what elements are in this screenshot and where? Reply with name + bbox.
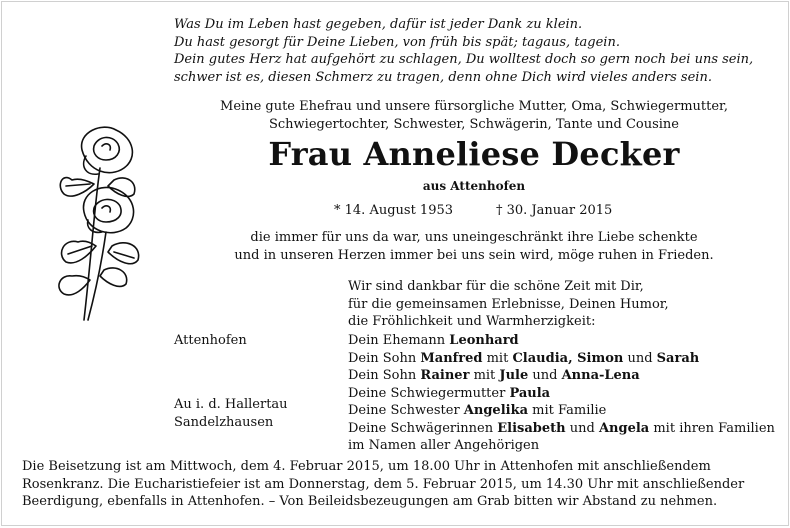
family-list bbox=[348, 332, 788, 455]
funeral-line: Rosenkranz. Die Eucharistiefeier ist am Donnerstag, dem 5. Februar 2015, um 14.30 Uhr mit anschließender bbox=[22, 476, 745, 492]
rose-icon bbox=[42, 120, 152, 325]
family-husband bbox=[348, 332, 788, 350]
family-sister bbox=[348, 402, 788, 420]
relative-name: Claudia, Simon bbox=[512, 350, 624, 366]
origin: aus Attenhofen bbox=[422, 179, 526, 193]
relation-label: Dein Sohn bbox=[348, 350, 421, 366]
relative-name: Jule bbox=[499, 368, 529, 383]
relation-label: Dein Ehemann bbox=[348, 333, 450, 348]
connector: mit bbox=[469, 368, 500, 383]
poem-line: Was Du im Leben hast gegeben, dafür ist jeder Dank zu klein. bbox=[174, 17, 583, 32]
relative-name: Rainer bbox=[420, 368, 470, 383]
relative-name: Angelika bbox=[463, 403, 529, 418]
poem-line: Dein gutes Herz hat aufgehört zu schlagen, Du wolltest doch so gern noch bei uns sein, bbox=[174, 52, 754, 67]
tribute-line: und in unseren Herzen immer bei uns sein wird, möge ruhen in Frieden. bbox=[234, 247, 714, 263]
connector: und bbox=[528, 368, 562, 383]
funeral-info bbox=[22, 458, 774, 511]
connector: mit Familie bbox=[528, 403, 607, 418]
relative-name: Anna-Lena bbox=[561, 368, 640, 383]
intro-text bbox=[174, 98, 774, 133]
relation-label: Dein Sohn bbox=[348, 368, 421, 383]
relative-name: Manfred bbox=[420, 350, 483, 366]
place-hallertau: Au i. d. Hallertau bbox=[174, 397, 288, 412]
family-son-rainer bbox=[348, 367, 788, 385]
family-sisters-in-law bbox=[348, 420, 788, 438]
relation-label: Deine Schwägerinnen bbox=[348, 420, 498, 436]
relation-label: Deine Schwiegermutter bbox=[348, 385, 510, 401]
connector: mit bbox=[482, 350, 513, 366]
death-date: † 30. Januar 2015 bbox=[496, 203, 613, 218]
connector: und bbox=[565, 420, 599, 436]
place-sandelzhausen: Sandelzhausen bbox=[174, 414, 274, 430]
connector: mit ihren Familien bbox=[649, 420, 775, 436]
family-others: im Namen aller Angehörigen bbox=[348, 438, 540, 453]
birth-date: * 14. August 1953 bbox=[334, 203, 454, 218]
intro-line: Schwiegertochter, Schwester, Schwägerin, Tante und Cousine bbox=[269, 116, 679, 132]
family-son-manfred bbox=[348, 350, 788, 368]
place-attenhofen: Attenhofen bbox=[174, 333, 247, 348]
poem-line: schwer ist es, diesen Schmerz zu tragen, denn ohne Dich wird vieles anders sein. bbox=[174, 69, 712, 85]
connector: und bbox=[623, 350, 657, 366]
thanks-line: Wir sind dankbar für die schöne Zeit mit Dir, bbox=[348, 279, 644, 294]
funeral-line: Die Beisetzung ist am Mittwoch, dem 4. Februar 2015, um 18.00 Uhr in Attenhofen mit anschließendem bbox=[22, 459, 711, 474]
thanks-line: für die gemeinsamen Erlebnisse, Deinen Humor, bbox=[348, 296, 669, 312]
thanks-line: die Fröhlichkeit und Warmherzigkeit: bbox=[348, 314, 596, 329]
family-mother-in-law bbox=[348, 385, 788, 403]
intro-line: Meine gute Ehefrau und unsere fürsorgliche Mutter, Oma, Schwiegermutter, bbox=[220, 99, 728, 114]
relative-name: Elisabeth bbox=[497, 420, 566, 436]
poem bbox=[174, 16, 774, 86]
poem-line: Du hast gesorgt für Deine Lieben, von früh bis spät; tagaus, tagein. bbox=[174, 34, 620, 50]
relative-name: Paula bbox=[509, 385, 551, 401]
tribute-text bbox=[174, 229, 774, 264]
deceased-name: Frau Anneliese Decker bbox=[268, 135, 680, 173]
thanks-text bbox=[348, 278, 778, 331]
relative-name: Leonhard bbox=[449, 333, 519, 348]
obituary-notice bbox=[1, 1, 789, 526]
tribute-line: die immer für uns da war, uns uneingeschränkt ihre Liebe schenkte bbox=[250, 230, 698, 245]
relative-name: Sarah bbox=[656, 350, 700, 366]
relation-label: Deine Schwester bbox=[348, 403, 464, 418]
relative-name: Angela bbox=[598, 420, 650, 436]
life-dates bbox=[174, 202, 774, 219]
funeral-line: Beerdigung, ebenfalls in Attenhofen. – Von Beileidsbezeugungen am Grab bitten wir Abstand zu nehmen. bbox=[22, 494, 718, 509]
